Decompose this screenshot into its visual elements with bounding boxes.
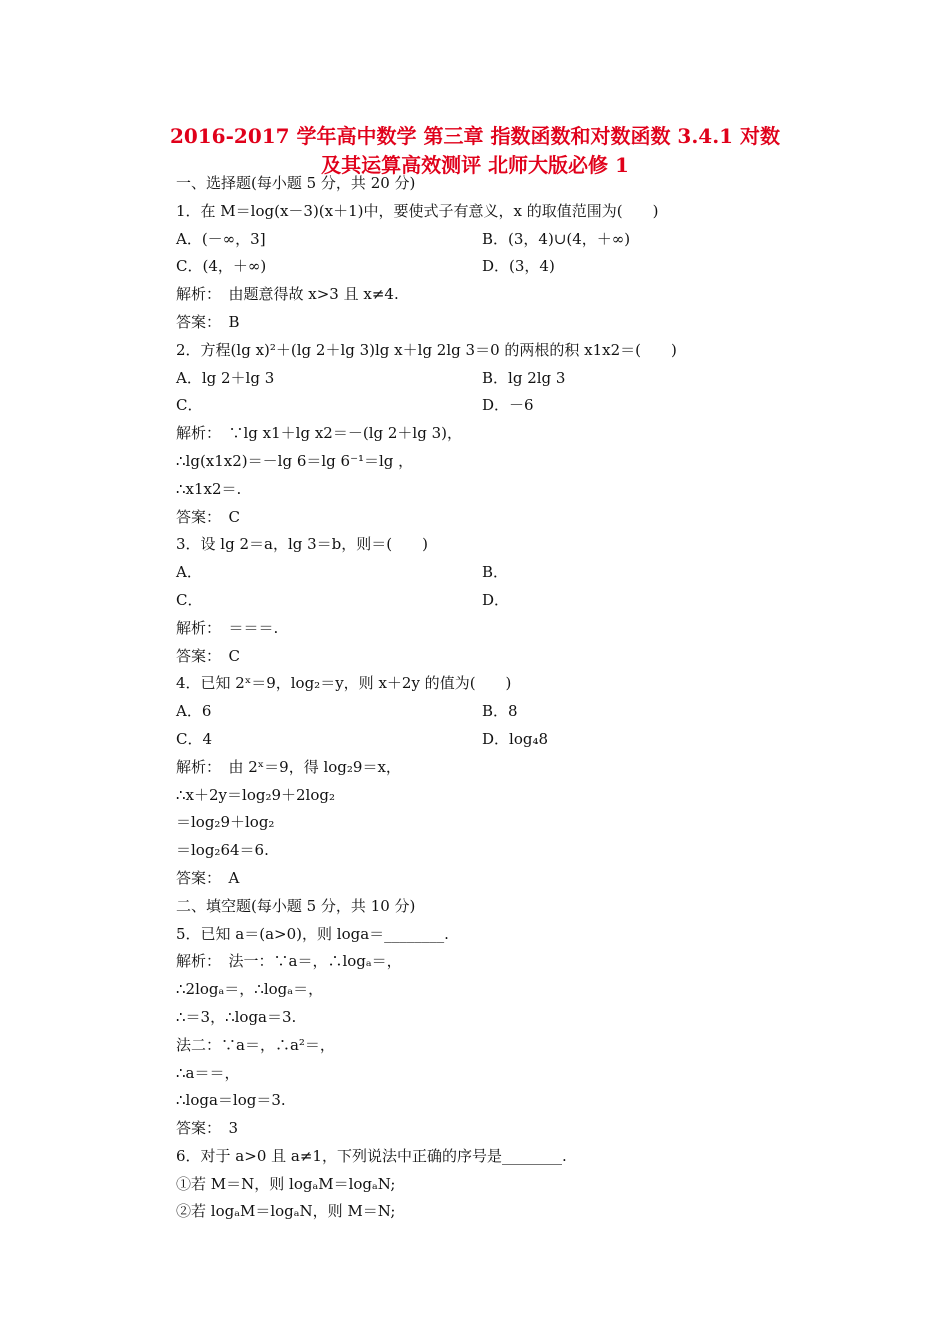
option-row xyxy=(176,587,816,615)
text-line: 一、选择题(每小题 5 分，共 20 分) xyxy=(176,174,416,192)
title-line-2: 及其运算高效测评 北师大版必修 1 xyxy=(321,153,629,177)
option-row xyxy=(176,392,816,420)
text-line: ∴lg(x1x2)＝－lg 6＝lg 6⁻¹＝lg ， xyxy=(176,451,414,470)
text-line: 答案： B xyxy=(176,312,240,331)
text-line: 解析： 由题意得故 x>3 且 x≠4. xyxy=(176,285,399,304)
text-line: ∴loga＝log＝3. xyxy=(176,1091,286,1110)
option-text: B． xyxy=(482,563,509,582)
option-row xyxy=(176,365,816,393)
text-line: 3．设 lg 2＝a，lg 3＝b，则＝( ) xyxy=(176,535,428,554)
text-line: 解析： ＝＝＝. xyxy=(176,618,279,637)
option-text: B．lg 2lg 3 xyxy=(482,368,566,387)
text-line: ∴2logₐ＝，∴logₐ＝， xyxy=(176,980,324,999)
option-text: A．(－∞，3] xyxy=(176,229,266,248)
text-line: ②若 logₐM＝logₐN，则 M＝N; xyxy=(176,1202,396,1221)
option-text: A．6 xyxy=(176,702,212,721)
text-line: ＝log₂9＋log₂ xyxy=(176,813,275,832)
text-line: ∴x1x2＝. xyxy=(176,479,242,498)
option-text: D． xyxy=(482,590,510,609)
option-text: D．－6 xyxy=(482,396,534,415)
option-row xyxy=(176,559,816,587)
option-text: C． xyxy=(176,590,203,609)
document-body xyxy=(176,170,816,1226)
option-row xyxy=(176,226,816,254)
text-line: 答案： C xyxy=(176,507,240,526)
title-line-1: 2016-2017 学年高中数学 第三章 指数函数和对数函数 3.4.1 对数 xyxy=(169,124,781,148)
text-line: 答案： C xyxy=(176,646,240,665)
option-text: C．4 xyxy=(176,729,213,748)
option-row xyxy=(176,698,816,726)
text-line: 答案： 3 xyxy=(176,1119,239,1138)
text-line: 答案： A xyxy=(176,868,240,887)
text-line: 4．已知 2ˣ＝9，log₂＝y，则 x＋2y 的值为( ) xyxy=(176,674,512,693)
text-line: ①若 M＝N，则 logₐM＝logₐN; xyxy=(176,1174,396,1193)
option-text: D．(3，4) xyxy=(482,257,555,276)
option-text: D．log₄8 xyxy=(482,729,549,748)
text-line: 5．已知 a＝(a>0)，则 loga＝________. xyxy=(176,924,449,943)
text-line: 解析： 由 2ˣ＝9，得 log₂9＝x， xyxy=(176,757,401,776)
text-line: 解析： ∵lg x1＋lg x2＝－(lg 2＋lg 3)， xyxy=(176,424,462,443)
text-line: 二、填空题(每小题 5 分，共 10 分) xyxy=(176,896,416,915)
text-line: ＝log₂64＝6. xyxy=(176,841,269,860)
option-row xyxy=(176,726,816,754)
text-line: 1．在 M＝log(x－3)(x＋1)中，要使式子有意义，x 的取值范围为( ) xyxy=(176,201,659,220)
text-line: 6．对于 a>0 且 a≠1，下列说法中正确的序号是________. xyxy=(176,1146,567,1165)
option-text: A．lg 2＋lg 3 xyxy=(176,368,275,387)
option-text: A． xyxy=(176,563,202,582)
option-text: C．(4，＋∞) xyxy=(176,257,267,276)
text-line: 解析： 法一：∵a＝，∴logₐ＝， xyxy=(176,952,402,971)
option-text: B．8 xyxy=(482,702,518,721)
text-line: 法二：∵a＝，∴a²＝， xyxy=(176,1035,335,1054)
text-line: ∴x＋2y＝log₂9＋2log₂ xyxy=(176,785,335,804)
option-row xyxy=(176,253,816,281)
text-line: ∴＝3，∴loga＝3. xyxy=(176,1007,297,1026)
option-text: B．(3，4)∪(4，＋∞) xyxy=(482,229,631,248)
text-line: ∴a＝＝， xyxy=(176,1063,240,1082)
option-text: C． xyxy=(176,396,203,415)
text-line: 2．方程(lg x)²＋(lg 2＋lg 3)lg x＋lg 2lg 3＝0 的两根的积 x1x2＝( ) xyxy=(176,340,677,359)
